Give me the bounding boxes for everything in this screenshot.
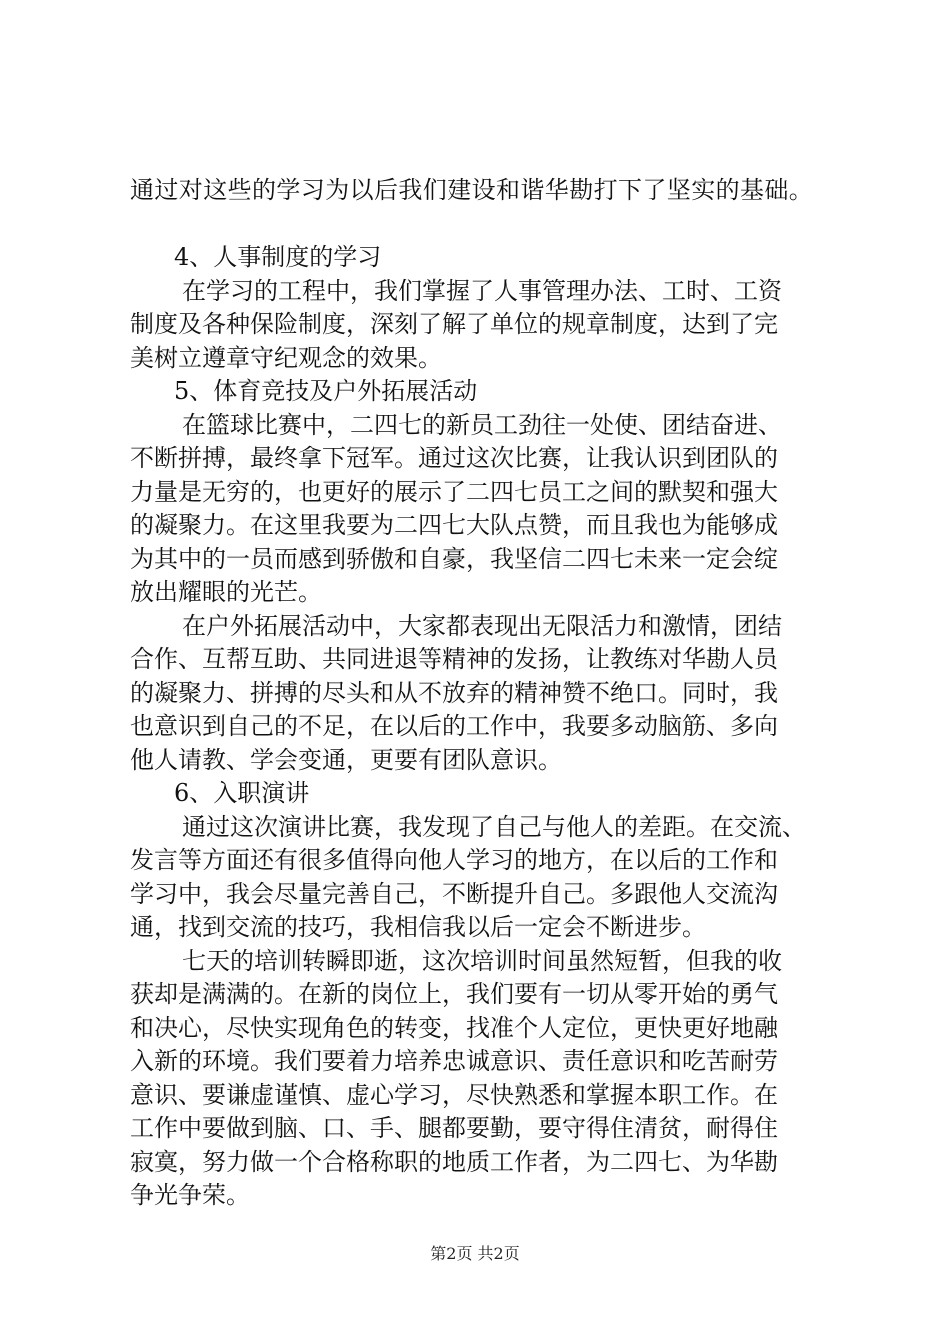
body-line: 他人请教、学会变通，更要有团队意识。 [130, 745, 562, 774]
body-line: 争光争荣。 [130, 1181, 250, 1209]
body-line: 通，找到交流的技巧，我相信我以后一定会不断进步。 [130, 913, 706, 941]
body-line: 力量是无穷的，也更好的展示了二四七员工之间的默契和强大 [130, 477, 778, 506]
body-line: 为其中的一员而感到骄傲和自豪，我坚信二四七未来一定会绽 [130, 544, 778, 573]
body-line: 学习中，我会尽量完善自己，不断提升自己。多跟他人交流沟 [130, 879, 778, 908]
paragraph-first-line: 在户外拓展活动中，大家都表现出无限活力和激情，团结 [182, 611, 782, 640]
body-line: 通过对这些的学习为以后我们建设和谐华勘打下了坚实的基础。 [130, 176, 814, 204]
body-line: 发言等方面还有很多值得向他人学习的地方，在以后的工作和 [130, 846, 778, 874]
body-line: 工作中要做到脑、口、手、腿都要勤，要守得住清贫，耐得住 [130, 1114, 778, 1142]
section-heading-6: 6、入职演讲 [174, 779, 310, 807]
body-line: 不断拼搏，最终拿下冠军。通过这次比赛，让我认识到团队的 [130, 444, 778, 472]
body-line: 合作、互帮互助、共同进退等精神的发扬，让教练对华勘人员 [130, 645, 778, 673]
body-line: 也意识到自己的不足，在以后的工作中，我要多动脑筋、多向 [130, 712, 778, 740]
body-line: 入新的环境。我们要着力培养忠诚意识、责任意识和吃苦耐劳 [130, 1047, 778, 1075]
paragraph-first-line: 在学习的工程中，我们掌握了人事管理办法、工时、工资 [182, 276, 782, 305]
body-line: 制度及各种保险制度，深刻了解了单位的规章制度，达到了完 [130, 310, 778, 338]
body-line: 放出耀眼的光芒。 [130, 578, 322, 606]
paragraph-first-line: 在篮球比赛中，二四七的新员工劲往一处使、团结奋进、 [182, 410, 782, 439]
body-line: 获却是满满的。在新的岗位上，我们要有一切从零开始的勇气 [130, 980, 778, 1008]
paragraph-first-line: 通过这次演讲比赛，我发现了自己与他人的差距。在交流、 [182, 812, 806, 841]
body-line: 和决心，尽快实现角色的转变，找准个人定位，更快更好地融 [130, 1013, 778, 1042]
body-line: 的凝聚力、拼搏的尽头和从不放弃的精神赞不绝口。同时，我 [130, 678, 778, 707]
section-heading-5: 5、体育竞技及户外拓展活动 [174, 377, 478, 405]
body-line: 的凝聚力。在这里我要为二四七大队点赞，而且我也为能够成 [130, 511, 778, 539]
body-line: 意识、要谦虚谨慎、虚心学习，尽快熟悉和掌握本职工作。在 [130, 1080, 778, 1109]
page-number-footer: 第2页 共2页 [430, 1244, 520, 1263]
document-body [130, 174, 840, 1213]
body-line: 美树立遵章守纪观念的效果。 [130, 343, 442, 372]
paragraph-gap [130, 208, 840, 242]
section-heading-4: 4、人事制度的学习 [174, 243, 382, 271]
paragraph-first-line: 七天的培训转瞬即逝，这次培训时间虽然短暂，但我的收 [182, 946, 782, 975]
body-line: 寂寞，努力做一个合格称职的地质工作者，为二四七、为华勘 [130, 1147, 778, 1176]
